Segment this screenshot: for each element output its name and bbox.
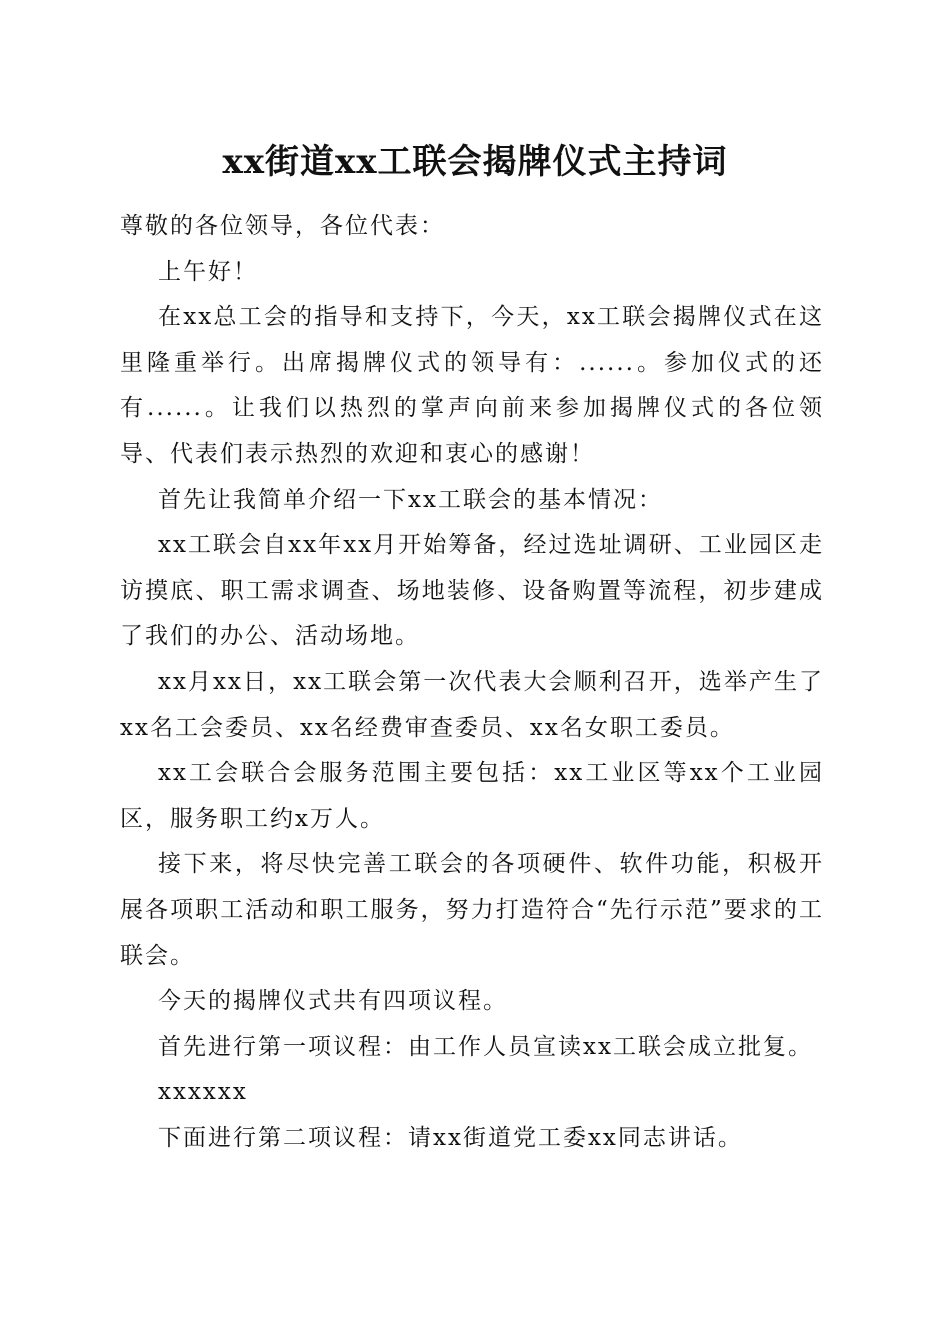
paragraph-service-scope: xx工会联合会服务范围主要包括：xx工业区等xx个工业园区，服务职工约x万人。	[120, 760, 824, 832]
document-title: xx街道xx工联会揭牌仪式主持词	[222, 142, 728, 182]
paragraph-agenda-item-1: 首先进行第一项议程：由工作人员宣读xx工联会成立批复。	[158, 1033, 813, 1060]
paragraph-congress: xx月xx日，xx工联会第一次代表大会顺利召开，选举产生了xx名工会委员、xx名经费审查委员、xx名女职工委员。	[120, 668, 824, 741]
paragraph-agenda-count: 今天的揭牌仪式共有四项议程。	[158, 988, 508, 1015]
paragraph-next-steps: 接下来，将尽快完善工联会的各项硬件、软件功能，积极开展各项职工活动和职工服务，努力打造符合“先行示范”要求的工联会。	[120, 851, 824, 969]
paragraph-good-morning: 上午好！	[158, 258, 258, 285]
paragraph-opening: 在xx总工会的指导和支持下，今天，xx工联会揭牌仪式在这里隆重举行。出席揭牌仪式的领导有：......。参加仪式的还有......。让我们以热烈的掌声向前来参加揭牌仪式的各位领导、代表们表示热烈的欢迎和衷心的感谢！	[120, 304, 824, 467]
paragraph-intro: 首先让我简单介绍一下xx工联会的基本情况：	[158, 486, 663, 513]
paragraph-agenda-item-2: 下面进行第二项议程：请xx街道党工委xx同志讲话。	[158, 1124, 743, 1151]
document-body	[120, 204, 824, 1161]
greeting: 尊敬的各位领导，各位代表：	[120, 213, 445, 239]
paragraph-preparation: xx工联会自xx年xx月开始筹备，经过选址调研、工业园区走访摸底、职工需求调查、场地装修、设备购置等流程，初步建成了我们的办公、活动场地。	[120, 532, 824, 650]
paragraph-placeholder: xxxxxx	[158, 1079, 248, 1106]
